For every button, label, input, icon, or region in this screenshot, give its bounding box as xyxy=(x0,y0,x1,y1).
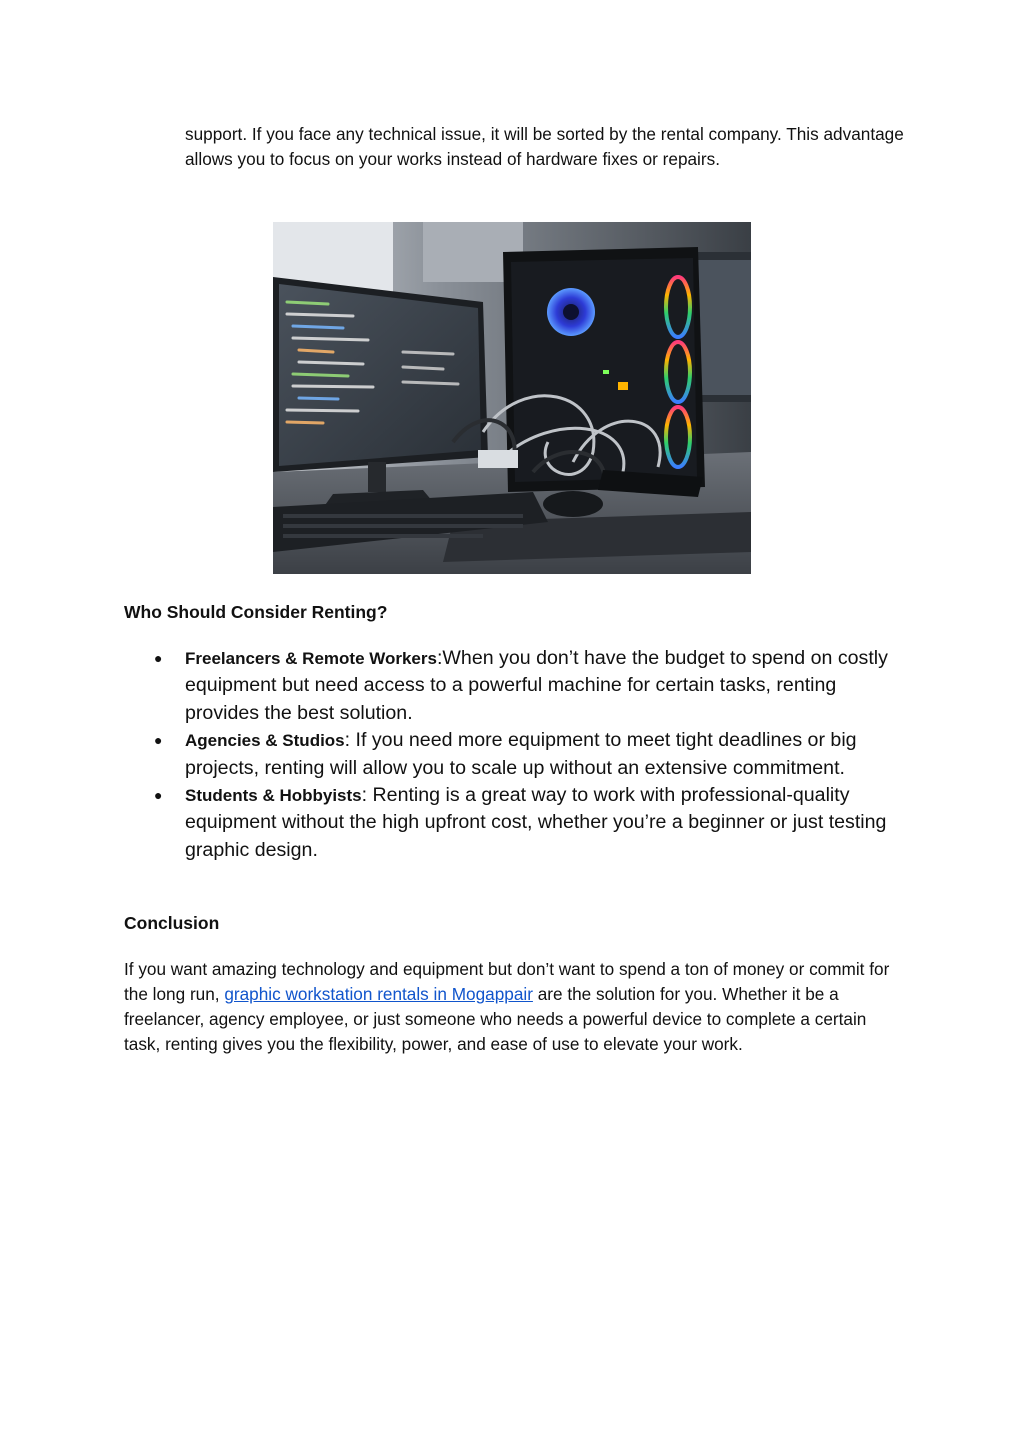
workstation-rentals-link[interactable]: graphic workstation rentals in Mogappair xyxy=(224,984,533,1004)
list-item xyxy=(150,782,910,864)
intro-paragraph: support. If you face any technical issue, it will be sorted by the rental company. This advantage allows you to focus on your works instead of hardware fixes or repairs. xyxy=(185,124,904,169)
list-item-text: Renting is a great way to work with professional-quality equipment without the high upfront cost, whether you’re a beginner or just testing graphic design. xyxy=(185,784,887,861)
bullet-icon: ● xyxy=(154,650,163,666)
workstation-photo xyxy=(273,222,751,574)
bullet-icon: ● xyxy=(154,787,163,804)
list-item-separator: : xyxy=(344,729,351,752)
conclusion-paragraph xyxy=(124,957,899,1057)
list-item-term: Agencies & Studios xyxy=(185,731,345,751)
conclusion-text-before-link: If you want amazing technology and equipment but don’t want to spend a ton of money or commit for the long run, xyxy=(124,959,890,1004)
list-item-text: When you don’t have the budget to spend on costly equipment but need access to a powerful machine for certain tasks, renting provides the best solution. xyxy=(185,647,888,724)
workstation-photo-illustration xyxy=(273,222,751,574)
list-item xyxy=(150,727,910,782)
who-should-rent-heading: Who Should Consider Renting? xyxy=(124,602,388,622)
list-item-separator: : xyxy=(436,647,443,669)
list-item xyxy=(150,645,910,727)
list-item-term: Freelancers & Remote Workers xyxy=(185,649,437,668)
list-item-text: If you need more equipment to meet tight deadlines or big projects, renting will allow you to scale up without an extensive commitment. xyxy=(185,729,857,779)
bullet-icon: ● xyxy=(154,732,163,749)
conclusion-heading: Conclusion xyxy=(124,913,220,933)
list-item-separator: : xyxy=(361,784,368,807)
list-item-term: Students & Hobbyists xyxy=(185,786,362,806)
renter-types-list xyxy=(150,645,910,864)
conclusion-text-after-link: are the solution for you. Whether it be a freelancer, agency employee, or just someone who needs a powerful device to complete a certain task, renting gives you the flexibility, power, and ease of use to elevate your work. xyxy=(124,984,867,1054)
